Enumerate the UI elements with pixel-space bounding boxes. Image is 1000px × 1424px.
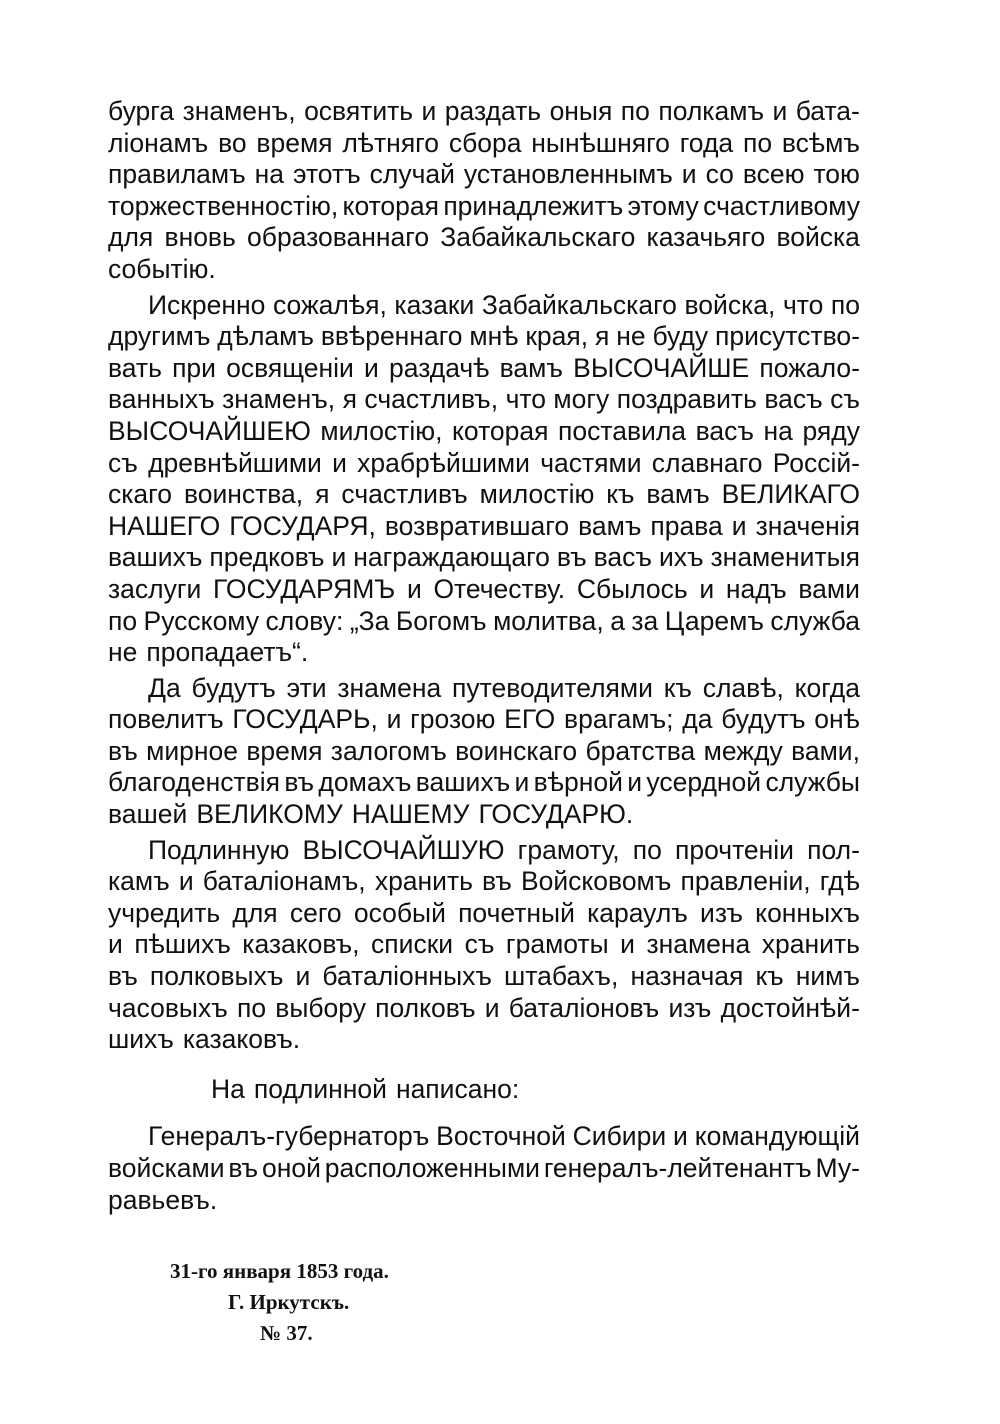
word: для [232,897,278,928]
word: написано: [395,1073,520,1104]
text-line [108,637,860,669]
word: вать [108,352,162,383]
word: пропадаетъ“. [146,637,309,668]
text-line [108,673,860,705]
word: Сибири [572,1121,667,1152]
word: вѣрной [533,767,623,798]
word: и [627,767,643,798]
text-line [108,1121,860,1153]
word: событію. [108,253,216,284]
word: не [616,321,646,352]
word: На [211,1073,245,1104]
word: выбору [275,992,366,1023]
word: между [703,735,783,766]
document-footer [170,1256,389,1349]
word: и [178,866,194,897]
word: на [254,159,285,190]
word: бата- [795,96,860,126]
word: и [108,929,123,960]
word: и [731,510,747,541]
word: камъ [108,866,170,897]
word: НАШЕМУ [351,799,470,830]
word: ВЫСОЧАЙШЕ [573,352,750,383]
word: грамоту, [517,834,620,865]
word: торжественностію, [108,190,339,221]
word: ванныхъ [108,384,215,415]
text-line [108,767,860,799]
word: и [673,1121,688,1152]
word: командующій [694,1121,860,1152]
word: Россій- [772,447,860,478]
word: усердной [646,767,762,798]
word: почетный [458,897,575,928]
text-line [108,799,860,831]
word: Му- [815,1153,860,1183]
word: слову: [265,605,344,636]
word: правиламъ [108,159,246,190]
word: мирное [146,735,238,766]
word: вами, [791,735,860,766]
word: для [108,222,154,253]
text-line [108,1185,860,1217]
word: службы [765,767,860,798]
word: вашей [108,799,188,830]
word: гдѣ [819,866,860,897]
word: дѣламъ [217,321,314,352]
word: будутъ [721,704,806,735]
text-line [108,542,860,574]
word: „За [349,605,390,636]
word: вамъ [578,510,642,541]
word: частями [540,447,642,478]
text-line [108,961,860,993]
word: особый [353,897,446,928]
word: назначая [630,961,744,992]
word: знаменъ, [182,96,296,126]
paragraph-1 [108,96,860,286]
word: молитва, [493,605,604,636]
word: Отечеству. [433,573,566,604]
word: я [315,479,330,510]
word: ряду [802,415,860,446]
word: казачьяго [646,222,766,253]
text-line [108,128,860,160]
word: освятить [304,96,414,126]
word: и [421,96,437,126]
word: грозою [410,704,496,735]
word: и [406,573,422,604]
word: въ [556,542,587,573]
word: вновь [164,222,236,253]
word: всею [742,159,805,190]
word: Забайкальскаго [481,289,677,320]
word: присутство- [714,321,860,352]
word: бурга [108,96,175,126]
word: я [594,321,610,352]
word: ихъ [658,542,704,573]
word: вашихъ [108,542,203,573]
word: возвратившаго [384,510,570,541]
word: грамоты [505,929,609,960]
word: скаго [108,479,172,510]
word: счастливъ, [364,384,499,415]
word: знамена [337,672,442,703]
word: въ [228,1153,259,1183]
word: изъ [700,897,743,928]
word: знаменитыя [710,542,860,573]
word: Да [148,672,181,703]
word: домахъ [318,767,412,798]
word: полковыхъ [149,961,284,992]
word: мнѣ [469,321,519,352]
word: баталіонамъ, [202,866,366,897]
word: образованнаго [247,222,430,253]
word: поздравить [616,384,757,415]
word: на [763,415,793,446]
text-line [108,290,860,322]
word: другимъ [108,321,211,352]
word: списки [371,929,454,960]
word: и [681,159,697,190]
word: время [246,735,323,766]
word: время [256,127,333,158]
word: права [650,510,723,541]
word: правленіи, [680,866,811,897]
word: полковъ [375,992,476,1023]
word: случай [369,159,455,190]
word: повелитъ [108,704,224,735]
word: Сбылось [576,573,688,604]
word: залогомъ [330,735,447,766]
word: установленнымъ [463,159,673,190]
word: изъ [668,992,712,1023]
text-line [108,574,860,606]
word: по [632,834,662,865]
word: часовыхъ [108,992,228,1023]
word: вамъ [646,479,710,510]
word: я [342,384,357,415]
word: пѣшихъ [134,929,231,960]
word: васъ [593,542,652,573]
word: лѣтняго [342,127,439,158]
word: вами [798,573,860,604]
word: васъ [764,384,823,415]
word: съ [830,384,860,415]
word: прочтеніи [675,834,794,865]
word: которая [452,415,549,446]
word: къ [755,961,784,992]
word: баталіонныхъ [322,961,492,992]
word: поставила [558,415,687,446]
word: братства [585,735,696,766]
text-line [108,898,860,930]
word: буду [652,321,709,352]
word: по [236,992,267,1023]
word: ГОСУДАРЮ. [478,799,634,830]
word: ГОСУДАРЯ, [229,510,376,541]
paragraph-3 [108,673,860,831]
word: пожало- [759,352,860,383]
word: которая [342,190,439,221]
word: казаковъ, [242,929,360,960]
word: во [218,127,247,158]
word: эти [286,672,327,703]
word: нимъ [795,961,860,992]
word: полкамъ [658,96,765,126]
word: въ [108,961,138,992]
word: Искренно [148,289,266,320]
word: знаменъ, [222,384,336,415]
footer-date: 31-го января 1853 года. [170,1259,389,1283]
word: славѣ, [702,672,784,703]
word: по [742,127,773,158]
word: награждающаго [353,542,550,573]
word: ГОСУДАРЯМЪ [213,573,396,604]
word: врагамъ; [564,704,674,735]
word: въ [482,866,512,897]
text-line [108,321,860,353]
word: года [679,127,734,158]
word: со [705,159,734,190]
word: казаковъ. [182,1024,301,1055]
word: освященіи [226,352,354,383]
text-line [108,159,860,191]
word: а [610,605,625,636]
word: что [505,384,546,415]
text-line [108,479,860,511]
letter-body [108,96,860,1216]
footer-number: № 37. [260,1321,313,1345]
word: храбрѣйшими [357,447,530,478]
text-line [108,993,860,1025]
word: НАШЕГО [108,510,221,541]
word: Подлинную [148,834,290,865]
word: вамъ [499,352,563,383]
original-note [108,1074,860,1106]
word: что [782,289,824,320]
word: да [682,704,713,735]
word: не [108,637,138,668]
word: ліонамъ [108,127,209,158]
word: хранить [761,929,860,960]
word: могу [553,384,610,415]
word: Восточной [436,1121,566,1152]
text-line [108,191,860,223]
word: къ [663,672,692,703]
word: и [772,96,788,126]
word: ВЫСОЧАЙШЕЮ [108,415,311,446]
word: шихъ [108,1024,174,1055]
footer-city: Г. Иркутскъ. [228,1290,350,1314]
word: расположенными [324,1153,540,1183]
word: края, [525,321,589,352]
text-line [108,704,860,736]
text-line [108,511,860,543]
word: по [830,289,860,320]
text-line [108,96,860,128]
word: путеводителями [452,672,653,703]
word: и [484,992,500,1023]
word: и [295,961,311,992]
word: штабахъ, [504,961,619,992]
text-line [108,254,860,286]
word: васъ [695,415,754,446]
word: равьевъ. [108,1184,218,1215]
text-line [108,416,860,448]
word: и [514,767,530,798]
word: войсками [108,1153,225,1183]
word: ВЫСОЧАЙШУЮ [302,834,505,865]
word: древнѣйшими [148,447,322,478]
word: въ [284,767,315,798]
text-line [108,353,860,385]
word: войска [776,222,860,253]
word: пол- [807,834,860,865]
text-line [108,606,860,638]
word: сожалѣя, [272,289,387,320]
paragraph-4 [108,835,860,1056]
word: генералъ-лейтенантъ [543,1153,812,1183]
text-line [108,448,860,480]
word: значенія [755,510,860,541]
word: и [332,447,347,478]
word: и [331,542,347,573]
word: предковъ [209,542,325,573]
word: Забайкальскаго [440,222,636,253]
paragraph-2 [108,290,860,669]
word: при [172,352,216,383]
word: милостію, [320,415,443,446]
word: ввѣреннаго [320,321,463,352]
word: конныхъ [755,897,860,928]
word: принадлежитъ [443,190,624,221]
word: казаки [394,289,475,320]
text-line [108,929,860,961]
word: и [620,929,635,960]
word: заслуги [108,573,202,604]
word: войска, [684,289,776,320]
word: сбора [448,127,522,158]
word: за [631,605,659,636]
word: счастливъ [341,479,468,510]
word: по [620,96,650,126]
word: будутъ [191,672,276,703]
word: Русскому [143,605,260,636]
word: сего [289,897,342,928]
word: къ [606,479,635,510]
word: Царемъ [664,605,764,636]
word: онѣ [814,704,860,735]
word: всѣмъ [781,127,860,158]
word: учредить [108,897,221,928]
word: Богомъ [395,605,487,636]
word: оныя [549,96,613,126]
word: этому [627,190,699,221]
text-line [108,1024,860,1056]
word: и [386,704,402,735]
word: воинства, [183,479,304,510]
text-line [108,736,860,768]
word: служба [770,605,860,636]
word: ВЕЛИКОМУ [196,799,343,830]
word: раздать [444,96,542,126]
word: ВЕЛИКАГО [721,479,860,510]
word: Войсковомъ [520,866,672,897]
word: ЕГО [504,704,556,735]
word: съ [108,447,138,478]
word: хранить [374,866,473,897]
word: и [699,573,715,604]
word: ГОСУДАРЬ, [232,704,378,735]
word: достойнѣй- [720,992,860,1023]
word: нынѣшняго [531,127,670,158]
word: благоденствія [108,767,280,798]
text-line [108,222,860,254]
word: баталіоновъ [508,992,660,1023]
word: и [364,352,379,383]
word: подлинной [253,1073,387,1104]
word: съ [464,929,495,960]
text-line [108,866,860,898]
word: въ [108,735,138,766]
word: Генералъ-губернаторъ [148,1121,430,1152]
word: караулъ [587,897,688,928]
word: вашихъ [415,767,511,798]
word: милостію [479,479,595,510]
word: когда [794,672,860,703]
word: оной [261,1153,321,1183]
word: счастливому [703,190,860,221]
signature-block [108,1121,860,1216]
word: знамена [646,929,751,960]
text-line [108,835,860,867]
word: славнаго [651,447,763,478]
word: надъ [725,573,787,604]
text-line [108,384,860,416]
word: этотъ [293,159,361,190]
word: раздачѣ [389,352,490,383]
word: тою [813,159,860,190]
text-line [108,1153,860,1185]
word: воинскаго [455,735,578,766]
word: по [108,605,138,636]
